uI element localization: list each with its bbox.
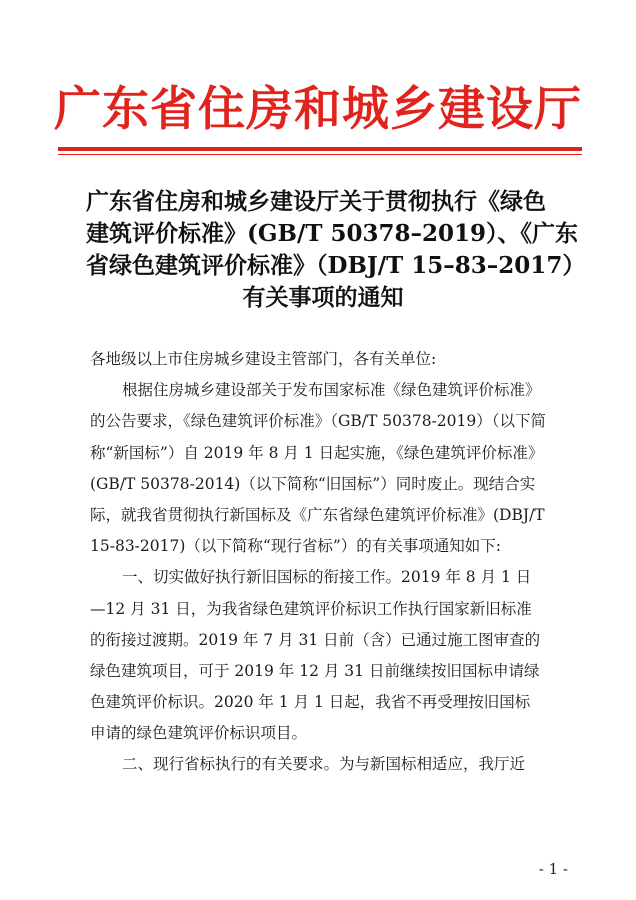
body-line: 根据住房城乡建设部关于发布国家标准《绿色建筑评价标准》 <box>122 381 541 400</box>
letterhead-red-rule-thin <box>58 154 582 155</box>
body-line: 二、现行省标执行的有关要求。为与新国标相适应，我厅近 <box>122 755 526 774</box>
body-line: 15-83-2017)（以下简称“现行省标”）的有关事项通知如下: <box>90 537 501 556</box>
document-title <box>86 186 586 314</box>
letterhead-red-rule-thick <box>58 147 582 151</box>
body-line: (GB/T 50378-2014)（以下简称“旧国标”）同时废止。现结合实 <box>90 474 536 493</box>
body-line: 的公告要求，《绿色建筑评价标准》（GB/T 50378-2019）（以下简 <box>90 412 547 431</box>
body-line: 绿色建筑项目，可于 2019 年 12 月 31 日前继续按旧国标申请绿 <box>90 661 540 680</box>
title-line: 有关事项的通知 <box>242 284 404 311</box>
body-line: 申请的绿色建筑评价标识项目。 <box>90 724 308 743</box>
body-line: 的衔接过渡期。2019 年 7 月 31 日前（含）已通过施工图审查的 <box>90 630 541 649</box>
body-line: 色建筑评价标识。2020 年 1 月 1 日起，我省不再受理按旧国标 <box>90 693 531 712</box>
page-number: - 1 - <box>538 860 568 878</box>
title-line: 广东省住房和城乡建设厅关于贯彻执行《绿色 <box>86 188 546 215</box>
title-line: 建筑评价标准》(GB/T 50378–2019）、《广东 <box>86 220 579 247</box>
body-line: 际，就我省贯彻执行新国标及《广东省绿色建筑评价标准》(DBJ/T <box>90 505 545 524</box>
body-line: 一、切实做好执行新旧国标的衔接工作。2019 年 8 月 1 日 <box>122 568 532 587</box>
body-line: 称“新国标”）自 2019 年 8 月 1 日起实施，《绿色建筑评价标准》 <box>90 443 544 462</box>
document-body <box>90 344 560 781</box>
salutation: 各地级以上市住房城乡建设主管部门，各有关单位: <box>90 350 437 368</box>
title-line: 省绿色建筑评价标准》（DBJ/T 15–83–2017） <box>86 252 586 279</box>
body-line: —12 月 31 日，为我省绿色建筑评价标识工作执行国家新旧标准 <box>90 599 532 618</box>
letterhead-agency-name: 广东省住房和城乡建设厅 <box>54 82 582 137</box>
